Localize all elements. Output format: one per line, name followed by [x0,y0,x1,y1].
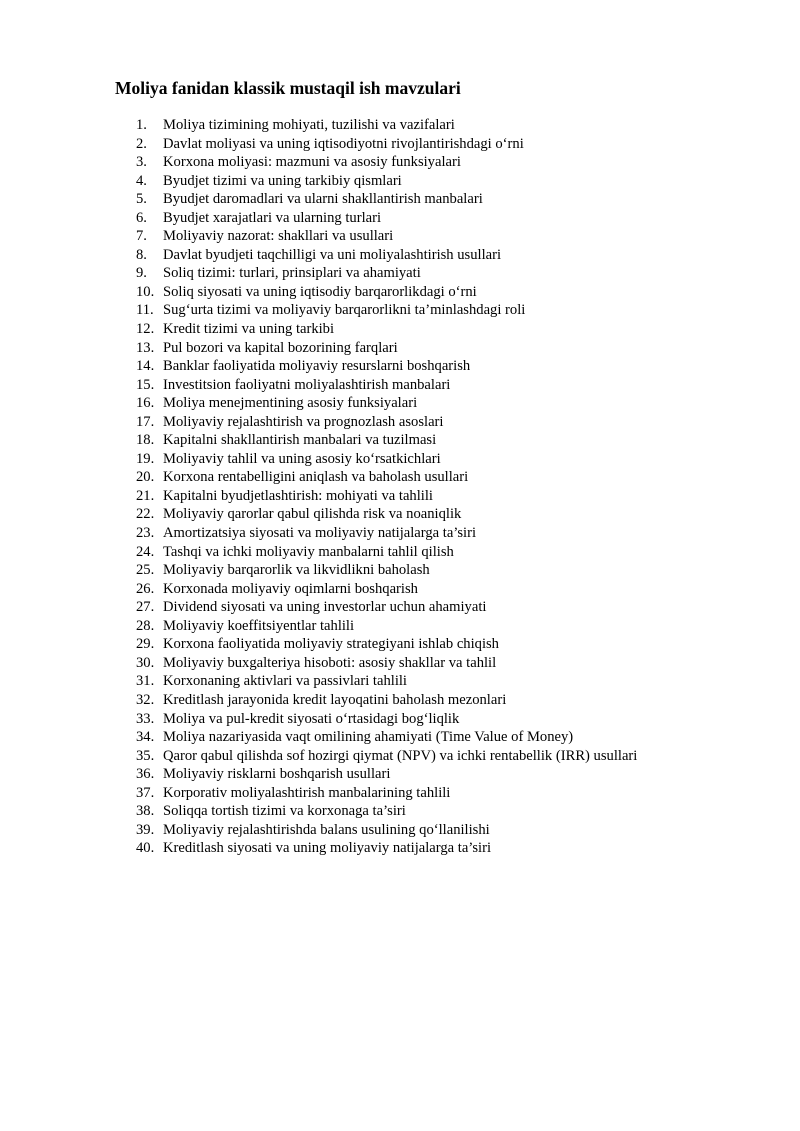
topic-list [136,116,637,858]
list-item-text: Soliq siyosati va uning iqtisodiy barqarorlikdagi o‘rni [163,283,477,300]
list-item-number: 30. [136,654,155,671]
list-item-number: 39. [136,821,155,838]
list-item [136,802,637,821]
list-item [136,283,637,302]
list-item-text: Kapitalni shakllantirish manbalari va tuzilmasi [163,432,437,449]
list-item [136,116,637,135]
list-item [136,691,637,710]
list-item [136,320,637,339]
list-item-text: Byudjet daromadlari va ularni shakllantirish manbalari [163,191,483,208]
list-item-text: Amortizatsiya siyosati va moliyaviy natijalarga ta’siri [163,525,477,542]
list-item-number: 1. [136,117,147,133]
list-item-text: Byudjet xarajatlari va ularning turlari [163,209,382,226]
list-item [136,468,637,487]
list-item-number: 38. [136,803,155,820]
list-item [136,580,637,599]
list-item-number: 6. [136,209,147,226]
list-item [136,561,637,580]
list-item-text: Byudjet tizimi va uning tarkibiy qismlari [163,172,402,189]
list-item-number: 24. [136,543,155,560]
list-item [136,672,637,691]
list-item-number: 3. [136,154,147,171]
list-item [136,135,637,154]
list-item-text: Davlat byudjeti taqchilligi va uni moliyalashtirish usullari [163,246,502,263]
list-item-text: Kreditlash jarayonida kredit layoqatini baholash mezonlari [163,691,507,708]
list-item [136,747,637,766]
list-item-number: 17. [136,413,155,430]
list-item-number: 15. [136,376,155,393]
list-item-number: 32. [136,691,155,708]
list-item-text: Korxona faoliyatida moliyaviy strategiyani ishlab chiqish [163,636,499,653]
list-item-number: 33. [136,710,155,727]
list-item-number: 20. [136,469,155,486]
list-item-text: Moliyaviy nazorat: shakllari va usullari [163,228,394,245]
list-item-text: Pul bozori va kapital bozorining farqlari [163,339,398,356]
list-item-text: Investitsion faoliyatni moliyalashtirish manbalari [163,376,451,393]
list-item-number: 19. [136,450,155,467]
list-item [136,339,637,358]
list-item-number: 5. [136,191,147,208]
list-item-text: Davlat moliyasi va uning iqtisodiyotni rivojlantirishdagi o‘rni [163,135,524,152]
list-item [136,209,637,228]
list-item-number: 23. [136,525,155,542]
list-item-text: Moliya nazariyasida vaqt omilining ahamiyati (Time Value of Money) [163,729,574,746]
list-item-number: 10. [136,283,155,300]
document-title: Moliya fanidan klassik mustaqil ish mavzulari [115,78,461,98]
list-item [136,654,637,673]
list-item-number: 27. [136,599,155,616]
list-item-number: 34. [136,729,155,746]
list-item-text: Korxonaning aktivlari va passivlari tahlili [163,673,407,690]
list-item-number: 29. [136,636,155,653]
list-item-text: Soliqqa tortish tizimi va korxonaga ta’siri [163,803,406,820]
list-item-text: Soliq tizimi: turlari, prinsiplari va ahamiyati [163,265,421,282]
list-item [136,357,637,376]
list-item [136,543,637,562]
list-item-text: Moliya tizimining mohiyati, tuzilishi va vazifalari [163,117,455,133]
list-item-number: 2. [136,135,147,152]
list-item-text: Korxonada moliyaviy oqimlarni boshqarish [163,580,418,597]
list-item-text: Korxona moliyasi: mazmuni va asosiy funksiyalari [163,154,461,171]
list-item [136,394,637,413]
list-item-text: Moliya menejmentining asosiy funksiyalari [163,395,418,412]
list-item-number: 11. [136,302,154,319]
list-item-text: Korporativ moliyalashtirish manbalarining tahlili [163,784,451,801]
list-item [136,172,637,191]
list-item [136,821,637,840]
list-item-number: 26. [136,580,155,597]
list-item-text: Moliyaviy qarorlar qabul qilishda risk va noaniqlik [163,506,462,523]
list-item-number: 28. [136,617,155,634]
list-item-text: Moliyaviy buxgalteriya hisoboti: asosiy shakllar va tahlil [163,654,497,671]
list-item-number: 4. [136,172,147,189]
list-item-text: Dividend siyosati va uning investorlar uchun ahamiyati [163,599,487,616]
list-item-number: 21. [136,487,155,504]
list-item-text: Moliya va pul-kredit siyosati o‘rtasidagi bog‘liqlik [163,710,460,727]
list-item [136,376,637,395]
list-item-number: 9. [136,265,147,282]
list-item-number: 37. [136,784,155,801]
list-item-text: Korxona rentabelligini aniqlash va baholash usullari [163,469,469,486]
list-item-number: 40. [136,840,155,857]
list-item-number: 13. [136,339,155,356]
list-item [136,450,637,469]
list-item [136,784,637,803]
list-item [136,431,637,450]
list-item-text: Qaror qabul qilishda sof hozirgi qiymat (NPV) va ichki rentabellik (IRR) usullari [163,747,638,764]
list-item-text: Tashqi va ichki moliyaviy manbalarni tahlil qilish [163,543,454,560]
list-item-number: 25. [136,562,155,579]
list-item [136,190,637,209]
list-item-number: 18. [136,432,155,449]
list-item [136,710,637,729]
list-item [136,839,637,858]
list-item [136,635,637,654]
list-item [136,413,637,432]
list-item-text: Moliyaviy rejalashtirish va prognozlash asoslari [163,413,444,430]
list-item [136,598,637,617]
list-item [136,765,637,784]
list-item-text: Sug‘urta tizimi va moliyaviy barqarorlikni ta’minlashdagi roli [163,302,526,319]
list-item-number: 31. [136,673,155,690]
list-item [136,227,637,246]
list-item-number: 36. [136,766,155,783]
list-item-number: 22. [136,506,155,523]
list-item-text: Kredit tizimi va uning tarkibi [163,321,335,338]
list-item [136,505,637,524]
list-item-text: Kreditlash siyosati va uning moliyaviy natijalarga ta’siri [163,840,492,857]
list-item [136,617,637,636]
list-item-text: Moliyaviy risklarni boshqarish usullari [163,766,391,783]
list-item-number: 12. [136,321,155,338]
list-item-text: Banklar faoliyatida moliyaviy resurslarni boshqarish [163,358,471,375]
list-item-number: 14. [136,358,155,375]
list-item-text: Moliyaviy rejalashtirishda balans usulining qo‘llanilishi [163,821,490,838]
list-item-number: 7. [136,228,147,245]
list-item [136,728,637,747]
list-item [136,246,637,265]
list-item-text: Kapitalni byudjetlashtirish: mohiyati va tahlili [163,487,433,504]
list-item-number: 8. [136,246,147,263]
list-item [136,264,637,283]
list-item-text: Moliyaviy koeffitsiyentlar tahlili [163,617,355,634]
list-item-number: 16. [136,395,155,412]
list-item [136,153,637,172]
list-item-text: Moliyaviy tahlil va uning asosiy ko‘rsatkichlari [163,450,441,467]
list-item [136,524,637,543]
list-item [136,301,637,320]
list-item [136,487,637,506]
list-item-number: 35. [136,747,155,764]
list-item-text: Moliyaviy barqarorlik va likvidlikni baholash [163,562,430,579]
